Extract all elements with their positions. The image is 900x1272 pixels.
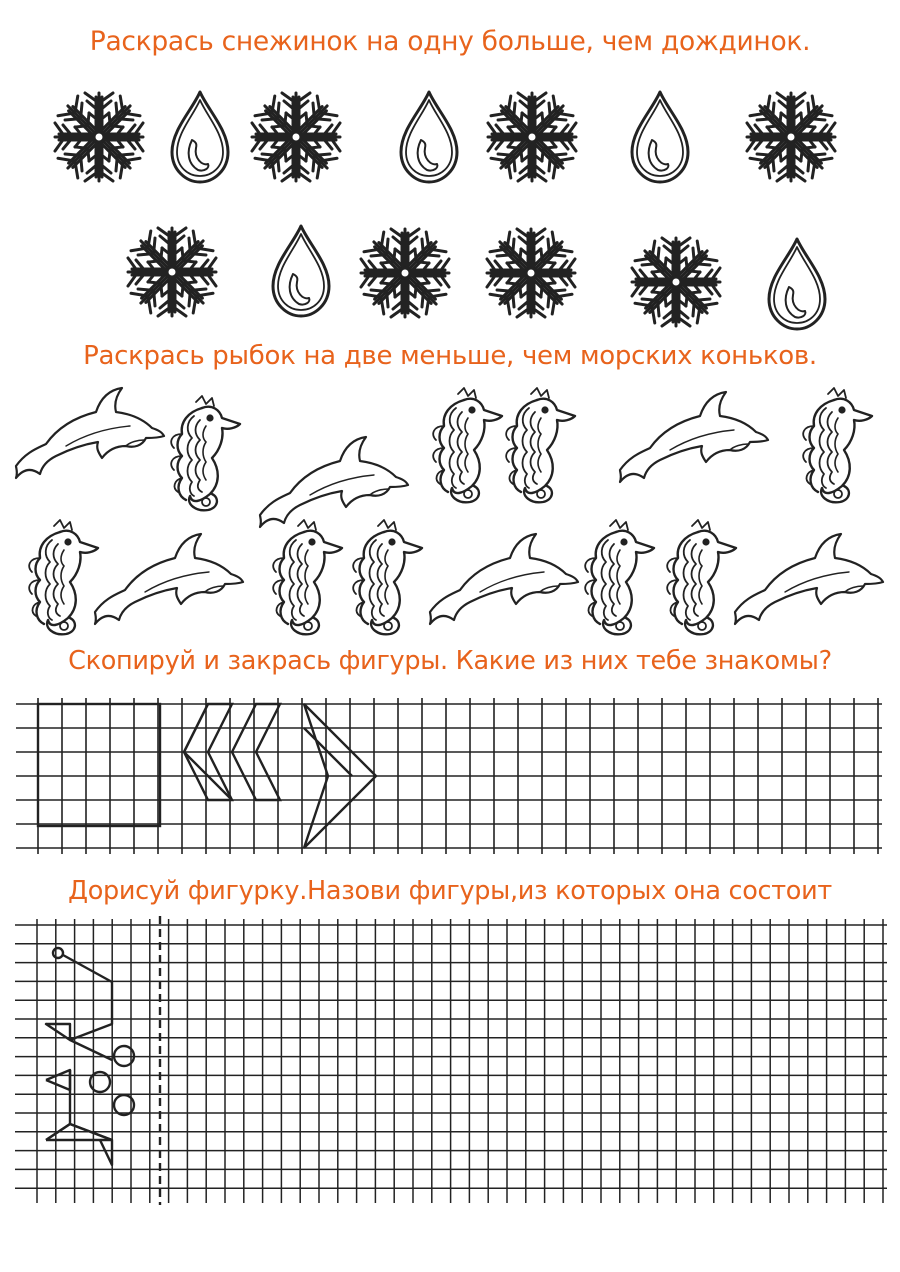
seahorse-icon[interactable] <box>353 520 422 634</box>
chevron-shape[interactable] <box>232 704 280 800</box>
arrow-shape[interactable] <box>304 704 376 848</box>
task-3-title: Скопируй и закрась фигуры. Какие из них тебе знакомы? <box>68 646 832 676</box>
dolphin-icon[interactable] <box>260 437 408 527</box>
seahorse-icon[interactable] <box>433 388 502 502</box>
seahorse-icon[interactable] <box>803 388 872 502</box>
dolphin-icon[interactable] <box>620 392 768 482</box>
square-shape[interactable] <box>38 704 160 826</box>
seahorse-icon[interactable] <box>171 396 240 510</box>
dolphin-icon[interactable] <box>16 388 164 478</box>
task-2-title: Раскрась рыбок на две меньше, чем морских коньков. <box>83 341 817 371</box>
seahorse-icon[interactable] <box>506 388 575 502</box>
dolphin-icon[interactable] <box>735 534 883 624</box>
chevron-shape[interactable] <box>184 704 232 800</box>
seahorse-icon[interactable] <box>29 520 98 634</box>
seahorse-icon[interactable] <box>585 520 654 634</box>
task-3-grid[interactable] <box>16 698 882 854</box>
task-1-title: Раскрась снежинок на одну больше, чем дождинок. <box>89 26 811 57</box>
dolphin-icon[interactable] <box>95 534 243 624</box>
half-figure[interactable] <box>46 948 134 1165</box>
seahorse-icon[interactable] <box>667 520 736 634</box>
task-4-title: Дорисуй фигурку.Назови фигуры,из которых она состоит <box>68 876 832 906</box>
seahorse-icon[interactable] <box>273 520 342 634</box>
task-4-grid[interactable] <box>15 919 887 1203</box>
dolphin-icon[interactable] <box>430 534 578 624</box>
